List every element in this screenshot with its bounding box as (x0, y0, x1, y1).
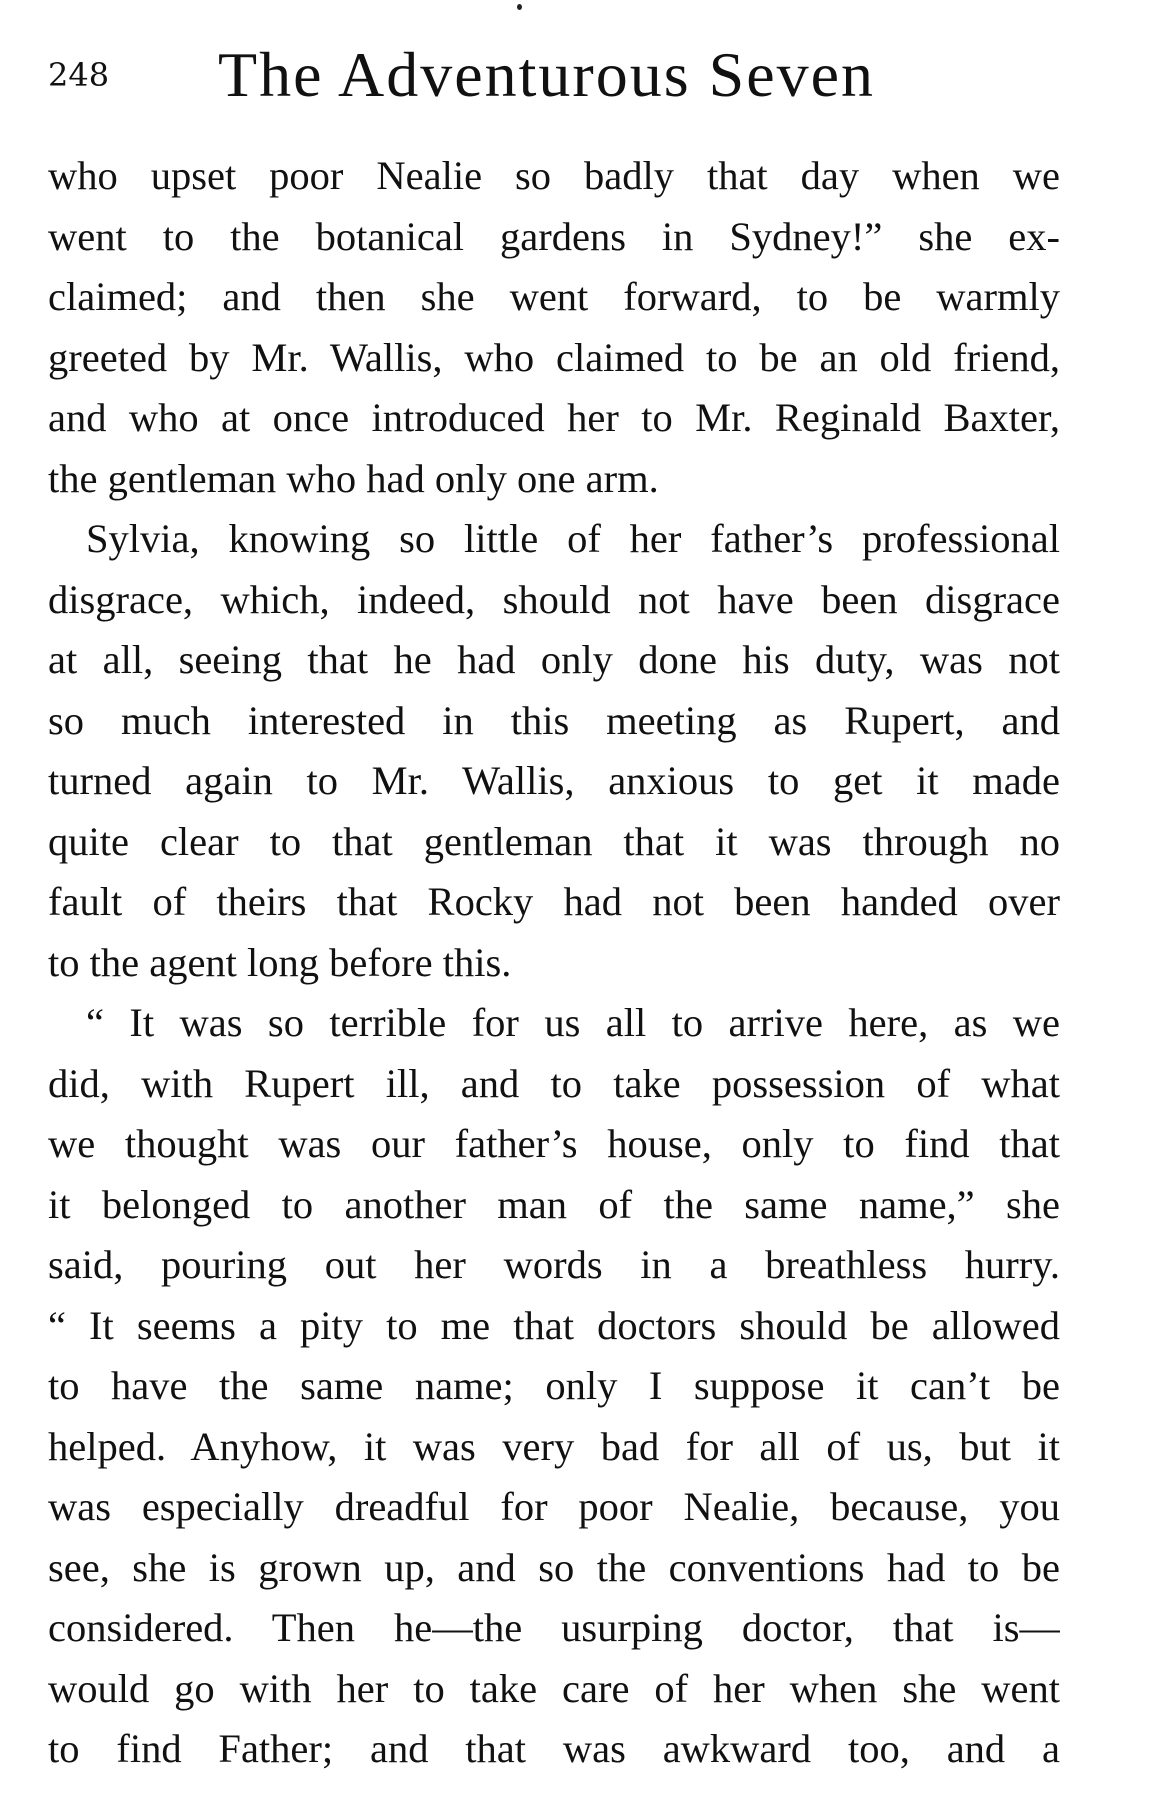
page-header (48, 38, 1060, 108)
text-line: turned again to Mr. Wallis, anxious to get it made (48, 758, 1060, 803)
text-line: greeted by Mr. Wallis, who claimed to be an old friend, (48, 334, 1060, 380)
text-line: claimed; and then she went forward, to be warmly (48, 274, 1060, 319)
text-line: “ It was so terrible for us all to arrive here, as we (86, 1000, 1060, 1045)
text-line: helped. Anyhow, it was very bad for all of us, but it (48, 1423, 1060, 1469)
text-line: went to the botanical gardens in Sydney!” she ex- (48, 213, 1060, 259)
text-line: “ It seems a pity to me that doctors should be allowed (48, 1302, 1060, 1348)
text-line: at all, seeing that he had only done his duty, was not (48, 637, 1060, 682)
text-line: did, with Rupert ill, and to take possession of what (48, 1060, 1060, 1106)
text-line: so much interested in this meeting as Rupert, and (48, 697, 1060, 743)
text-line: who upset poor Nealie so badly that day when we (48, 153, 1060, 198)
text-line: the gentleman who had only one arm. (48, 455, 659, 501)
text-line: was especially dreadful for poor Nealie, because, you (48, 1484, 1060, 1529)
text-line: said, pouring out her words in a breathless hurry. (48, 1242, 1060, 1287)
text-line: disgrace, which, indeed, should not have been disgrace (48, 576, 1060, 622)
text-line: and who at once introduced her to Mr. Reginald Baxter, (48, 395, 1060, 440)
text-line: considered. Then he—the usurping doctor, that is— (48, 1605, 1060, 1650)
text-line: we thought was our father’s house, only to find that (48, 1121, 1060, 1166)
text-line: it belonged to another man of the same name,” she (48, 1181, 1060, 1227)
text-line: to the agent long before this. (48, 939, 512, 985)
page-number: 248 (48, 56, 110, 94)
running-title: The Adventurous Seven (218, 39, 875, 110)
text-line: fault of theirs that Rocky had not been handed over (48, 879, 1060, 924)
text-line: quite clear to that gentleman that it was through no (48, 818, 1060, 864)
body-text (48, 146, 1060, 1780)
text-line: to find Father; and that was awkward too, and a (48, 1726, 1060, 1771)
text-line: to have the same name; only I suppose it can’t be (48, 1363, 1060, 1408)
text-line: see, she is grown up, and so the conventions had to be (48, 1544, 1060, 1590)
text-line: would go with her to take care of her when she went (48, 1665, 1060, 1711)
text-line: Sylvia, knowing so little of her father’s professional (86, 516, 1060, 561)
print-speck (517, 4, 522, 10)
